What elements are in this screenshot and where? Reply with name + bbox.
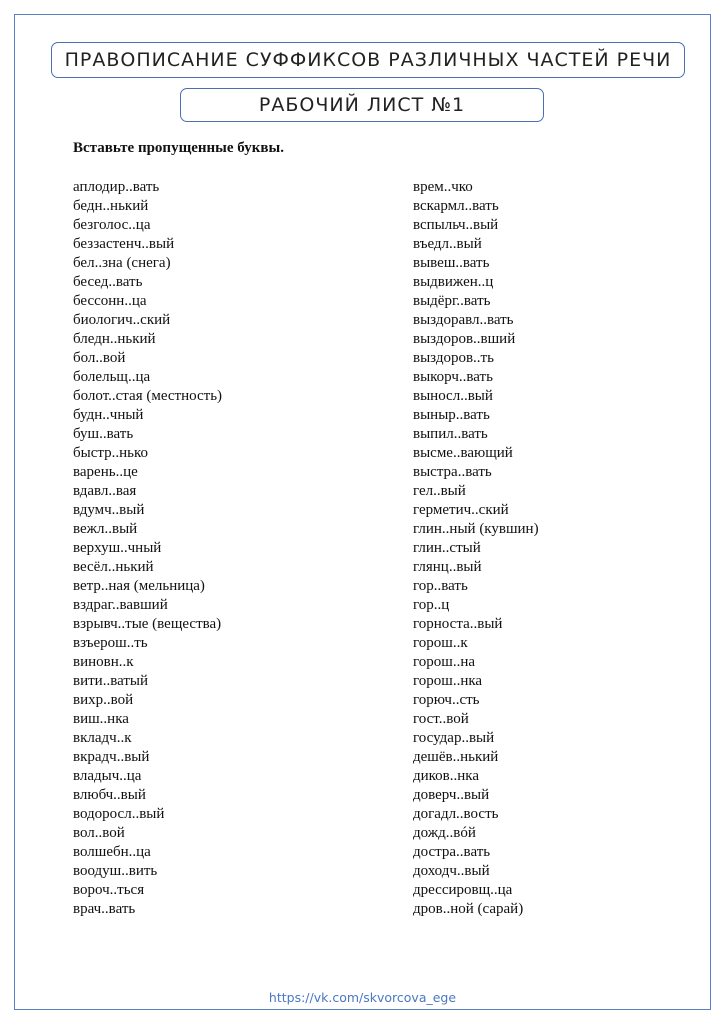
word-list-left xyxy=(73,178,222,919)
word-item: беззастенч..вый xyxy=(73,236,175,252)
word-item: глянц..вый xyxy=(413,559,482,575)
word-item: влюбч..вый xyxy=(73,787,146,803)
word-item: весёл..нький xyxy=(73,559,154,575)
word-item: глин..ный (кувшин) xyxy=(413,521,539,537)
word-item: гост..вой xyxy=(413,711,469,727)
word-item: безголос..ца xyxy=(73,217,151,233)
word-item: гор..вать xyxy=(413,578,468,594)
word-item: буш..вать xyxy=(73,426,134,442)
word-item: горош..нка xyxy=(413,673,483,689)
word-item: врем..чко xyxy=(413,179,473,195)
word-item: государ..вый xyxy=(413,730,495,746)
word-item: аплодир..вать xyxy=(73,179,160,195)
footer-link[interactable]: https://vk.com/skvorcova_ege xyxy=(268,990,457,1005)
word-item: вздраг..вавший xyxy=(73,597,168,613)
word-item: волшебн..ца xyxy=(73,844,151,860)
word-item: гор..ц xyxy=(413,597,450,613)
word-item: выздоров..ть xyxy=(413,350,494,366)
word-item: выпил..вать xyxy=(413,426,488,442)
word-item: выкорч..вать xyxy=(413,369,493,385)
word-item: будн..чный xyxy=(73,407,144,423)
word-item: выстра..вать xyxy=(413,464,492,480)
word-item: горюч..сть xyxy=(413,692,480,708)
word-item: верхуш..чный xyxy=(73,540,162,556)
word-item: бел..зна (снега) xyxy=(73,255,171,271)
word-item: взрывч..тые (вещества) xyxy=(73,616,222,632)
word-item: вдумч..вый xyxy=(73,502,145,518)
word-item: взъерош..ть xyxy=(73,635,148,651)
word-item: горноста..вый xyxy=(413,616,503,632)
word-item: бесед..вать xyxy=(73,274,143,290)
word-item: ветр..ная (мельница) xyxy=(73,578,205,594)
word-item: гел..вый xyxy=(413,483,466,499)
word-item: бедн..нький xyxy=(73,198,149,214)
word-item: выдёрг..вать xyxy=(413,293,491,309)
word-item: дров..ной (сарай) xyxy=(413,901,524,917)
word-item: вихр..вой xyxy=(73,692,134,708)
word-item: врач..вать xyxy=(73,901,136,917)
worksheet-title: ПРАВОПИСАНИЕ СУФФИКСОВ РАЗЛИЧНЫХ ЧАСТЕЙ РЕЧИ xyxy=(51,42,685,78)
word-item: вол..вой xyxy=(73,825,125,841)
word-item: бледн..нький xyxy=(73,331,156,347)
word-item: быстр..нько xyxy=(73,445,148,461)
word-list-right xyxy=(413,178,539,919)
word-item: бол..вой xyxy=(73,350,126,366)
word-item: вкрадч..вый xyxy=(73,749,150,765)
word-item: вити..ватый xyxy=(73,673,149,689)
word-item: вскармл..вать xyxy=(413,198,499,214)
word-item: горош..к xyxy=(413,635,468,651)
word-item: выздоров..вший xyxy=(413,331,516,347)
word-item: владыч..ца xyxy=(73,768,142,784)
word-item: доверч..вый xyxy=(413,787,490,803)
word-item: догадл..вость xyxy=(413,806,499,822)
word-item: биологич..ский xyxy=(73,312,171,328)
word-item: высме..вающий xyxy=(413,445,513,461)
word-item: виш..нка xyxy=(73,711,129,727)
word-item: диков..нка xyxy=(413,768,480,784)
word-item: виновн..к xyxy=(73,654,134,670)
word-item: болельщ..ца xyxy=(73,369,151,385)
word-item: глин..стый xyxy=(413,540,481,556)
word-item: горош..на xyxy=(413,654,476,670)
word-item: вдавл..вая xyxy=(73,483,137,499)
word-item: воодуш..вить xyxy=(73,863,158,879)
word-item: вороч..ться xyxy=(73,882,145,898)
word-item: вспыльч..вый xyxy=(413,217,499,233)
word-item: выздоравл..вать xyxy=(413,312,514,328)
word-item: дешёв..нький xyxy=(413,749,499,765)
word-item: герметич..ский xyxy=(413,502,509,518)
word-item: вежл..вый xyxy=(73,521,138,537)
word-item: выныр..вать xyxy=(413,407,490,423)
word-item: дожд..вóй xyxy=(413,825,476,841)
word-item: дрессировщ..ца xyxy=(413,882,513,898)
word-item: достра..вать xyxy=(413,844,491,860)
instruction-text: Вставьте пропущенные буквы. xyxy=(73,140,284,156)
word-item: выносл..вый xyxy=(413,388,493,404)
word-item: въедл..вый xyxy=(413,236,482,252)
word-item: вывеш..вать xyxy=(413,255,490,271)
word-item: доходч..вый xyxy=(413,863,490,879)
word-item: болот..стая (местность) xyxy=(73,388,223,404)
word-item: водоросл..вый xyxy=(73,806,165,822)
word-item: бессонн..ца xyxy=(73,293,147,309)
word-item: вкладч..к xyxy=(73,730,132,746)
word-item: выдвижен..ц xyxy=(413,274,494,290)
worksheet-subtitle: РАБОЧИЙ ЛИСТ №1 xyxy=(180,88,544,122)
word-item: варень..це xyxy=(73,464,138,480)
